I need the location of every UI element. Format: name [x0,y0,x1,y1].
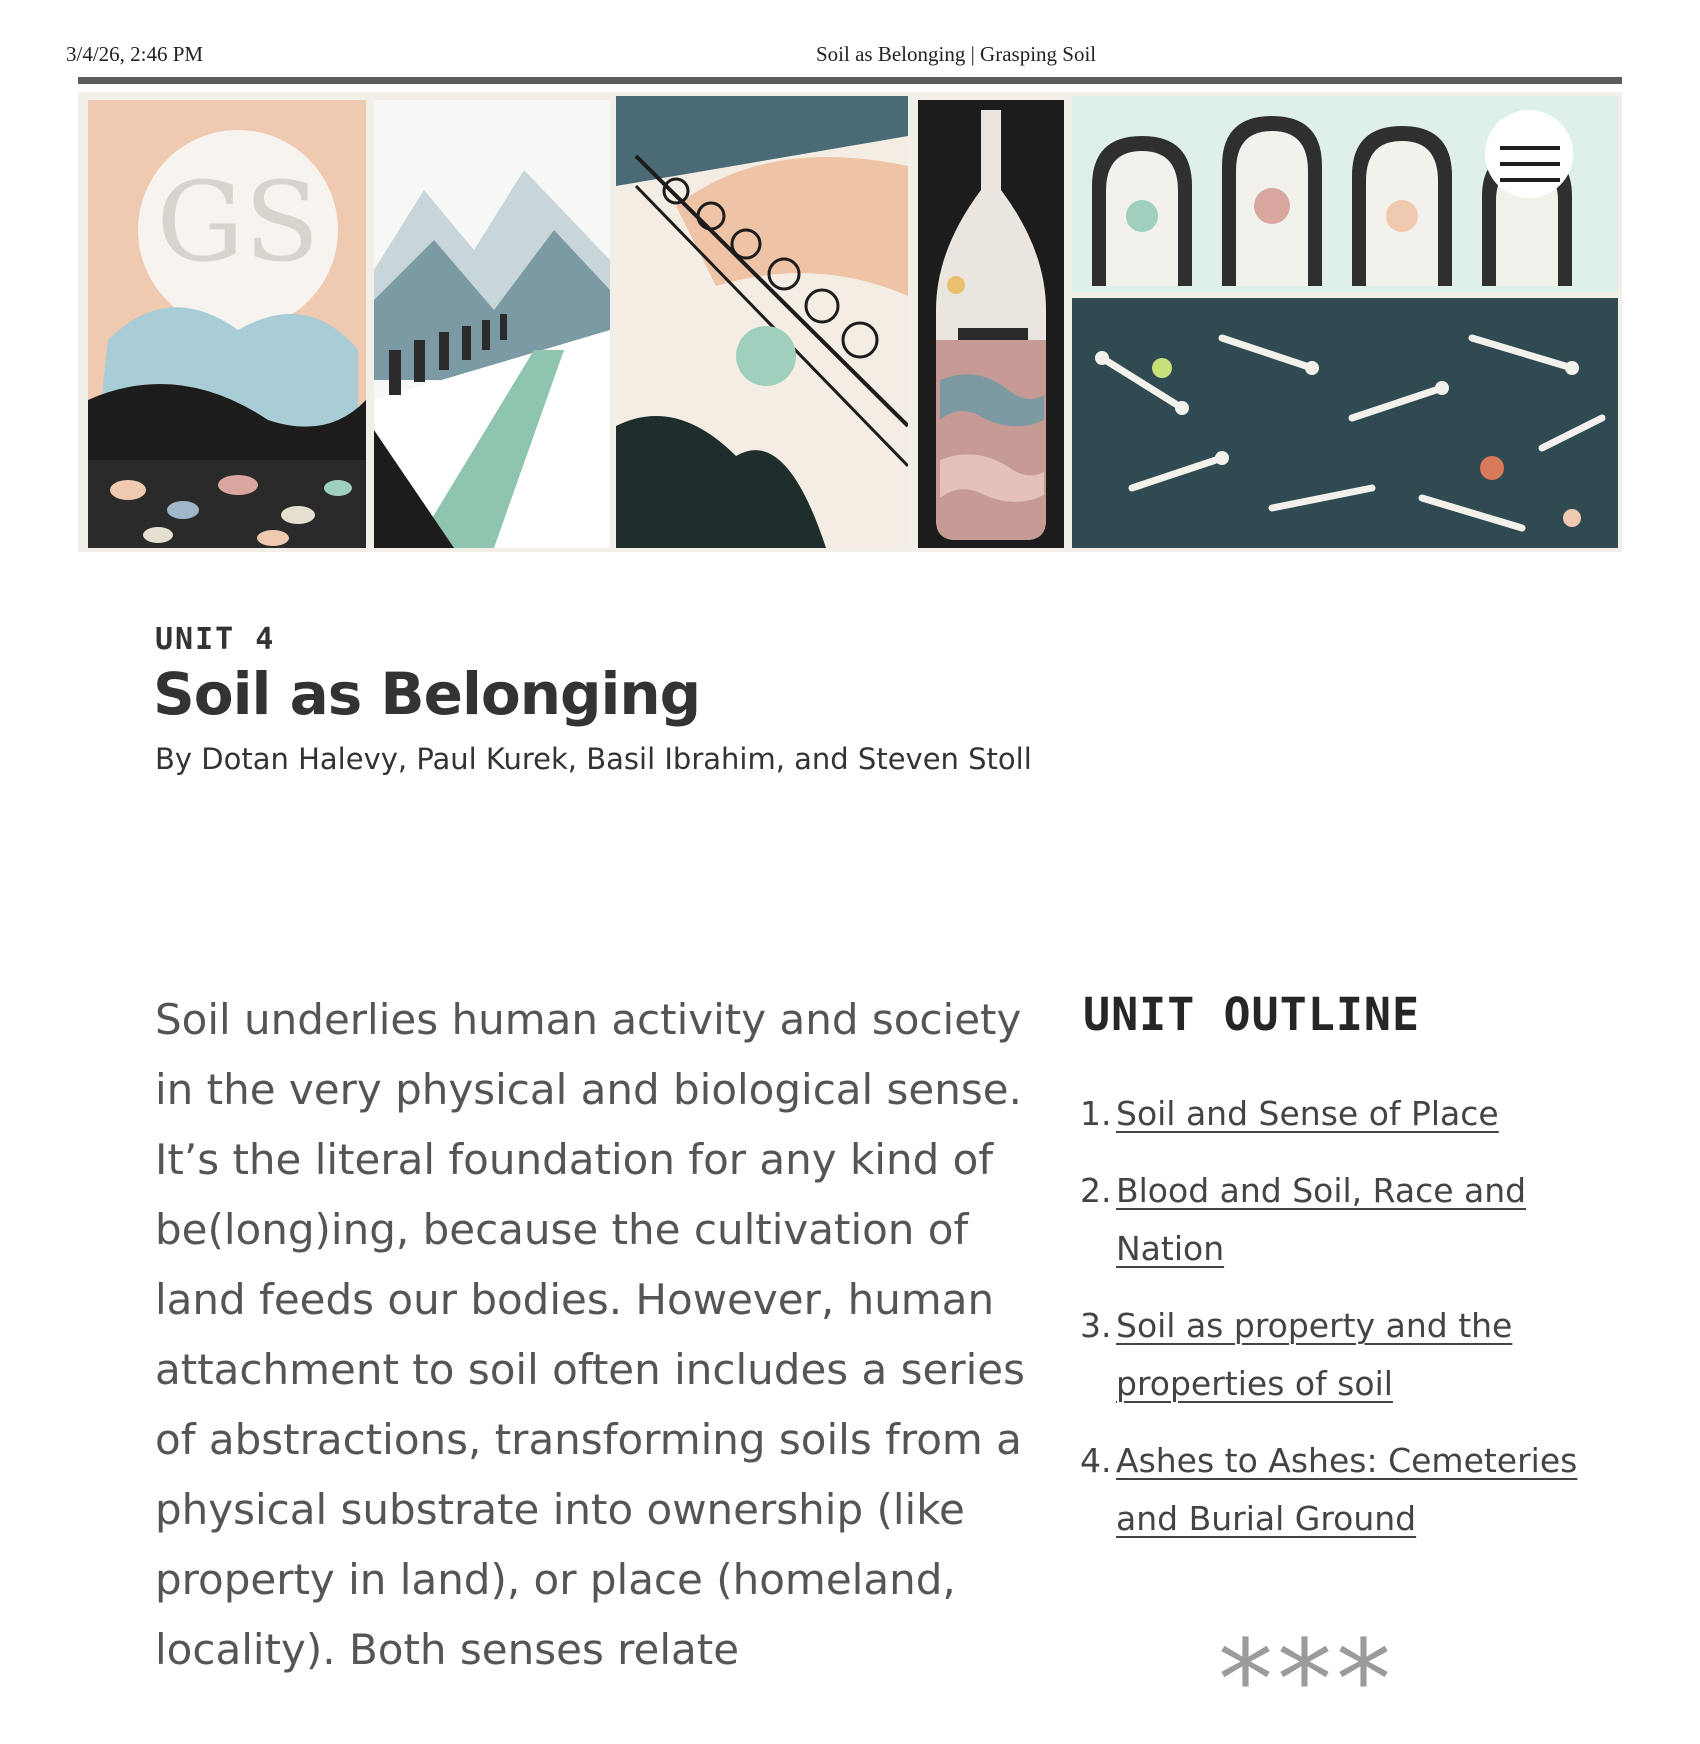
unit-label: UNIT 4 [155,622,276,657]
outline-link-blood-and-soil[interactable]: Blood and Soil, Race and Nation [1116,1171,1527,1268]
outline-item-4 [1080,1432,1580,1548]
outline-item-3 [1080,1297,1580,1413]
banner-panel-bottle [918,100,1064,548]
outline-link-soil-as-property[interactable]: Soil as property and the properties of soil [1116,1306,1513,1403]
section-divider: *** [1218,1616,1395,1744]
outline-number: 4. [1080,1441,1112,1480]
banner-panel-fence [616,96,908,548]
hero-banner [78,92,1622,552]
page-title: Soil as Belonging [153,660,701,728]
svg-text:GS: GS [156,158,320,286]
banner-panel-globe [88,100,366,548]
intro-paragraph: Soil underlies human activity and society in the very physical and biological sense. It’s the literal foundation for any kind of be(long)ing, because the cultivation of land feeds our bodies. However, human attachment to soil often includes a series of abstractions, transforming soils from a physical substrate into ownership (like property in land), or place (homeland, locality). Both senses relate [155,995,1025,1674]
outline-item-1 [1080,1085,1580,1143]
outline-link-ashes-to-ashes[interactable]: Ashes to Ashes: Cemeteries and Burial Ground [1116,1441,1578,1538]
outline-number: 1. [1080,1094,1112,1133]
unit-outline-heading: UNIT OUTLINE [1083,988,1421,1041]
outline-item-2 [1080,1162,1580,1278]
print-header [66,40,1632,70]
top-rule [78,77,1622,84]
banner-panel-underground [1072,298,1618,548]
print-date: 3/4/26, 2:46 PM [66,42,204,66]
outline-link-soil-and-sense-of-place[interactable]: Soil and Sense of Place [1116,1094,1499,1133]
outline-number: 3. [1080,1306,1112,1345]
outline-number: 2. [1080,1171,1112,1210]
authors-byline: By Dotan Halevy, Paul Kurek, Basil Ibrahim, and Steven Stoll [155,742,1032,776]
banner-panel-hikers [374,100,610,548]
menu-button[interactable] [1485,110,1573,198]
unit-outline-list [1080,1085,1580,1567]
print-page-title: Soil as Belonging | Grasping Soil [816,42,1097,66]
